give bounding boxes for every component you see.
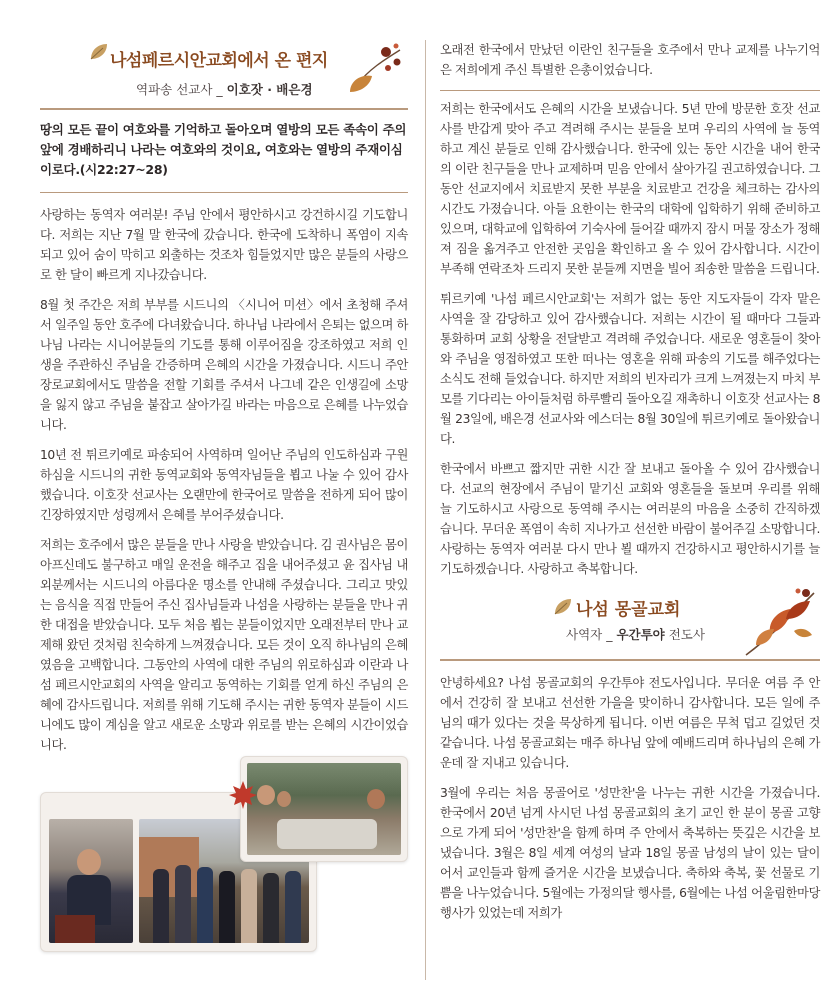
letter-paragraph: 10년 전 튀르키예로 파송되어 사역하며 일어난 주님의 인도하심과 구원하심을 시드니의 귀한 동역교회와 동역자님들을 뵙고 나눌 수 있어 감사했습니다. 이호잣 선교사는 오랜만에 한국어로 말씀을 전하게 되어 많이 긴장하였지만 성령께서 은혜를 부어주셨습니다. bbox=[40, 448, 408, 522]
column-divider bbox=[425, 40, 426, 980]
letter-paragraph: 저희는 호주에서 많은 분들을 만나 사랑을 받았습니다. 김 권사님은 몸이 아프신데도 불구하고 매일 운전을 해주고 집을 내어주셨고 윤 집사님 내외분께서는 시드니의 아름다운 명소를 안내해 주셨습니다. 그리고 맛있는 음식을 직접 만들어 주신 집사님들과 나섬을 사랑하는 분들을 만나 귀한 대접을 받았습니다. 모두 처음 뵙는 분들이었지만 오래전부터 만나 교제해 왔던 것처럼 친숙하게 느껴졌습니다. 모든 것이 오직 하나님의 은혜였음을 고백합니다. 그동안의 사역에 대한 주님의 위로하심과 이란과 나섬 페르시안교회의 사역을 알리고 동역하는 기회를 얻게 하신 주님의 은혜에 감사드립니다. 저희를 위해 기도해 주시는 귀한 동역자 분들이 시드니에도 많이 계심을 알고 새로운 소망과 위로를 받는 은혜의 시간이었습니다. bbox=[40, 538, 408, 752]
paragraph-rule bbox=[440, 90, 820, 91]
letter-header bbox=[40, 40, 408, 108]
right-column bbox=[440, 40, 820, 933]
header-rule bbox=[40, 108, 408, 110]
letter-subtitle bbox=[136, 80, 313, 98]
mongol-title: 나섬 몽골교회 bbox=[576, 600, 681, 620]
scripture-verse: 땅의 모든 끝이 여호와를 기억하고 돌아오며 열방의 모든 족속이 주의 앞에 경배하리니 나라는 여호와의 것이요, 여호와는 열방의 주재이심이로다.(시22:27~28) bbox=[40, 122, 407, 177]
letter-paragraph: 사랑하는 동역자 여러분! 주님 안에서 평안하시고 강건하시길 기도합니다. 저희는 지난 7월 말 한국에 갔습니다. 한국에 도착하니 폭염이 지속되고 있어 숨이 막히고 외출하는 것조차 힘들었지만 많은 분들의 사랑으로 한 달이 빠르게 지나갔습니다. bbox=[40, 208, 408, 282]
letter-paragraph: 한국에서 바쁘고 짧지만 귀한 시간 잘 보내고 돌아올 수 있어 감사했습니다. 선교의 현장에서 주님이 맡기신 교회와 영혼들을 돌보며 우리를 위해 늘 기도하시고 사랑으로 동역해 주시는 여러분의 마음을 소중히 간직하겠습니다. 무더운 폭염이 속히 지나가고 선선한 바람이 불어주길 소망합니다. 사랑하는 동역자 여러분 다시 만나 뵐 때까지 건강하시고 평안하시기를 늘 기도하겠습니다. 사랑하고 축복합니다. bbox=[440, 462, 820, 576]
mongol-paragraph: 안녕하세요? 나섬 몽골교회의 우간투야 전도사입니다. 무더운 여름 주 안에서 건강히 잘 보내고 선선한 가을을 맞이하니 감사합니다. 모든 일에 주님의 때가 있다는 것을 묵상하게 됩니다. 이번 여름은 무척 덥고 길었던 것 같습니다. 나섬 몽골교회는 매주 하나님 앞에 예배드리며 하나님의 은혜 가운데 잘 지내고 있습니다. bbox=[440, 676, 820, 770]
subtitle-prefix: 역파송 선교사 _ bbox=[136, 82, 227, 97]
branch-icon bbox=[740, 587, 820, 659]
subtitle-prefix: 사역자 _ bbox=[566, 627, 617, 642]
letter-paragraph: 튀르키예 '나섬 페르시안교회'는 저희가 없는 동안 지도자들이 각자 맡은 사역을 잘 감당하고 있어 감사했습니다. 저희는 시간이 될 때마다 그들과 통화하며 교회 상황을 전달받고 격려해 주었습니다. 새로운 영혼들이 찾아와 주님을 영접하였고 또한 떠나는 영혼을 위해 파송의 기도를 해주었다는 소식도 전해 들었습니다. 하지만 저희의 빈자리가 크게 느껴졌는지 마치 부모를 기다리는 아이들처럼 하루빨리 돌아오길 재촉하니 이호잣 선교사는 8월 23일에, 배은경 선교사와 에스더는 8월 30일에 튀르키예로 돌아왔습니다. bbox=[440, 292, 820, 446]
evangelist-name: 우간투야 bbox=[616, 627, 665, 642]
letter-paragraph: 오래전 한국에서 만났던 이란인 친구들을 호주에서 만나 교제를 나누기억은 저희에게 주신 특별한 은총이었습니다. bbox=[440, 43, 820, 77]
missionary-names: 이호잣 · 배은경 bbox=[226, 82, 313, 97]
leaf-icon bbox=[552, 597, 574, 617]
photo-collage bbox=[40, 770, 420, 950]
mongol-rule bbox=[440, 659, 820, 661]
mongol-header bbox=[440, 595, 820, 659]
letter-title: 나섬페르시안교회에서 온 편지 bbox=[110, 51, 328, 71]
maple-leaf-icon bbox=[226, 778, 260, 812]
photo-dinner bbox=[247, 763, 401, 855]
letter-paragraph: 저희는 한국에서도 은혜의 시간을 보냈습니다. 5년 만에 방문한 호잣 선교사를 반갑게 맞아 주고 격려해 주시는 분들을 보며 우리의 사역에 늘 동역하고 계신 분들로 인해 감사했습니다. 한국에 있는 동안 시간을 내어 한국의 이란 친구들을 만나 교제하며 믿음 안에서 살아가길 권고하였습니다. 그동안 선교지에서 치료받지 못한 부분을 치료받고 건강을 체크하는 감사의 시간도 가졌습니다. 아들 요한이는 한국의 대학에 입학하기 위해 준비하고 있으며, 대학교에 입학하여 기숙사에 들어갈 때까지 잠시 머물 장소가 정해져 짐을 옮겨주고 안전한 곳임을 확인하고 올 수 있어 감사합니다. 시간이 부족해 연락조차 드리지 못한 분들께 지면을 빌어 죄송한 말씀을 드립니다. bbox=[440, 102, 820, 276]
photo-speaker bbox=[49, 819, 133, 943]
leaf-icon bbox=[88, 42, 110, 62]
photo-card-dinner bbox=[240, 756, 408, 862]
letter-paragraph: 8월 첫 주간은 저희 부부를 시드니의 〈시니어 미션〉에서 초청해 주셔서 일주일 동안 호주에 다녀왔습니다. 하나님 나라에서 은퇴는 없으며 하나님 나라는 시니어분들의 기도를 통해 이루어짐을 강조하였고 저희 인생을 주관하신 주님을 간증하며 은혜의 시간을 가졌습니다. 시드니 주안장로교회에서도 말씀을 전할 기회를 주셔서 나그네 같은 인생길에 소망을 잃지 않고 주님을 붙잡고 살아가길 바라는 마음으로 은혜를 나누었습니다. bbox=[40, 298, 408, 432]
mongol-subtitle bbox=[566, 625, 705, 643]
berries-icon bbox=[344, 40, 404, 102]
subtitle-suffix: 전도사 bbox=[664, 627, 705, 642]
left-column bbox=[40, 40, 408, 765]
mongol-paragraph: 3월에 우리는 처음 몽골어로 '성만찬'을 나누는 귀한 시간을 가졌습니다. 한국에서 20년 넘게 사시던 나섬 몽골교회의 초기 교인 한 분이 몽골 고향으로 가게 되어 '성만찬'을 함께 하며 주 안에서 축복하는 뜻깊은 시간을 보냈습니다. 3월은 8일 세계 여성의 날과 18일 몽골 남성의 날이 있는 달이어서 교인들과 함께 즐거운 시간을 보냈습니다. 축하와 축복, 꽃 선물로 기쁨을 나누었습니다. 5월에는 가정의달 행사를, 6월에는 나섬 어울림한마당 행사가 있었는데 저희가 bbox=[440, 786, 820, 920]
